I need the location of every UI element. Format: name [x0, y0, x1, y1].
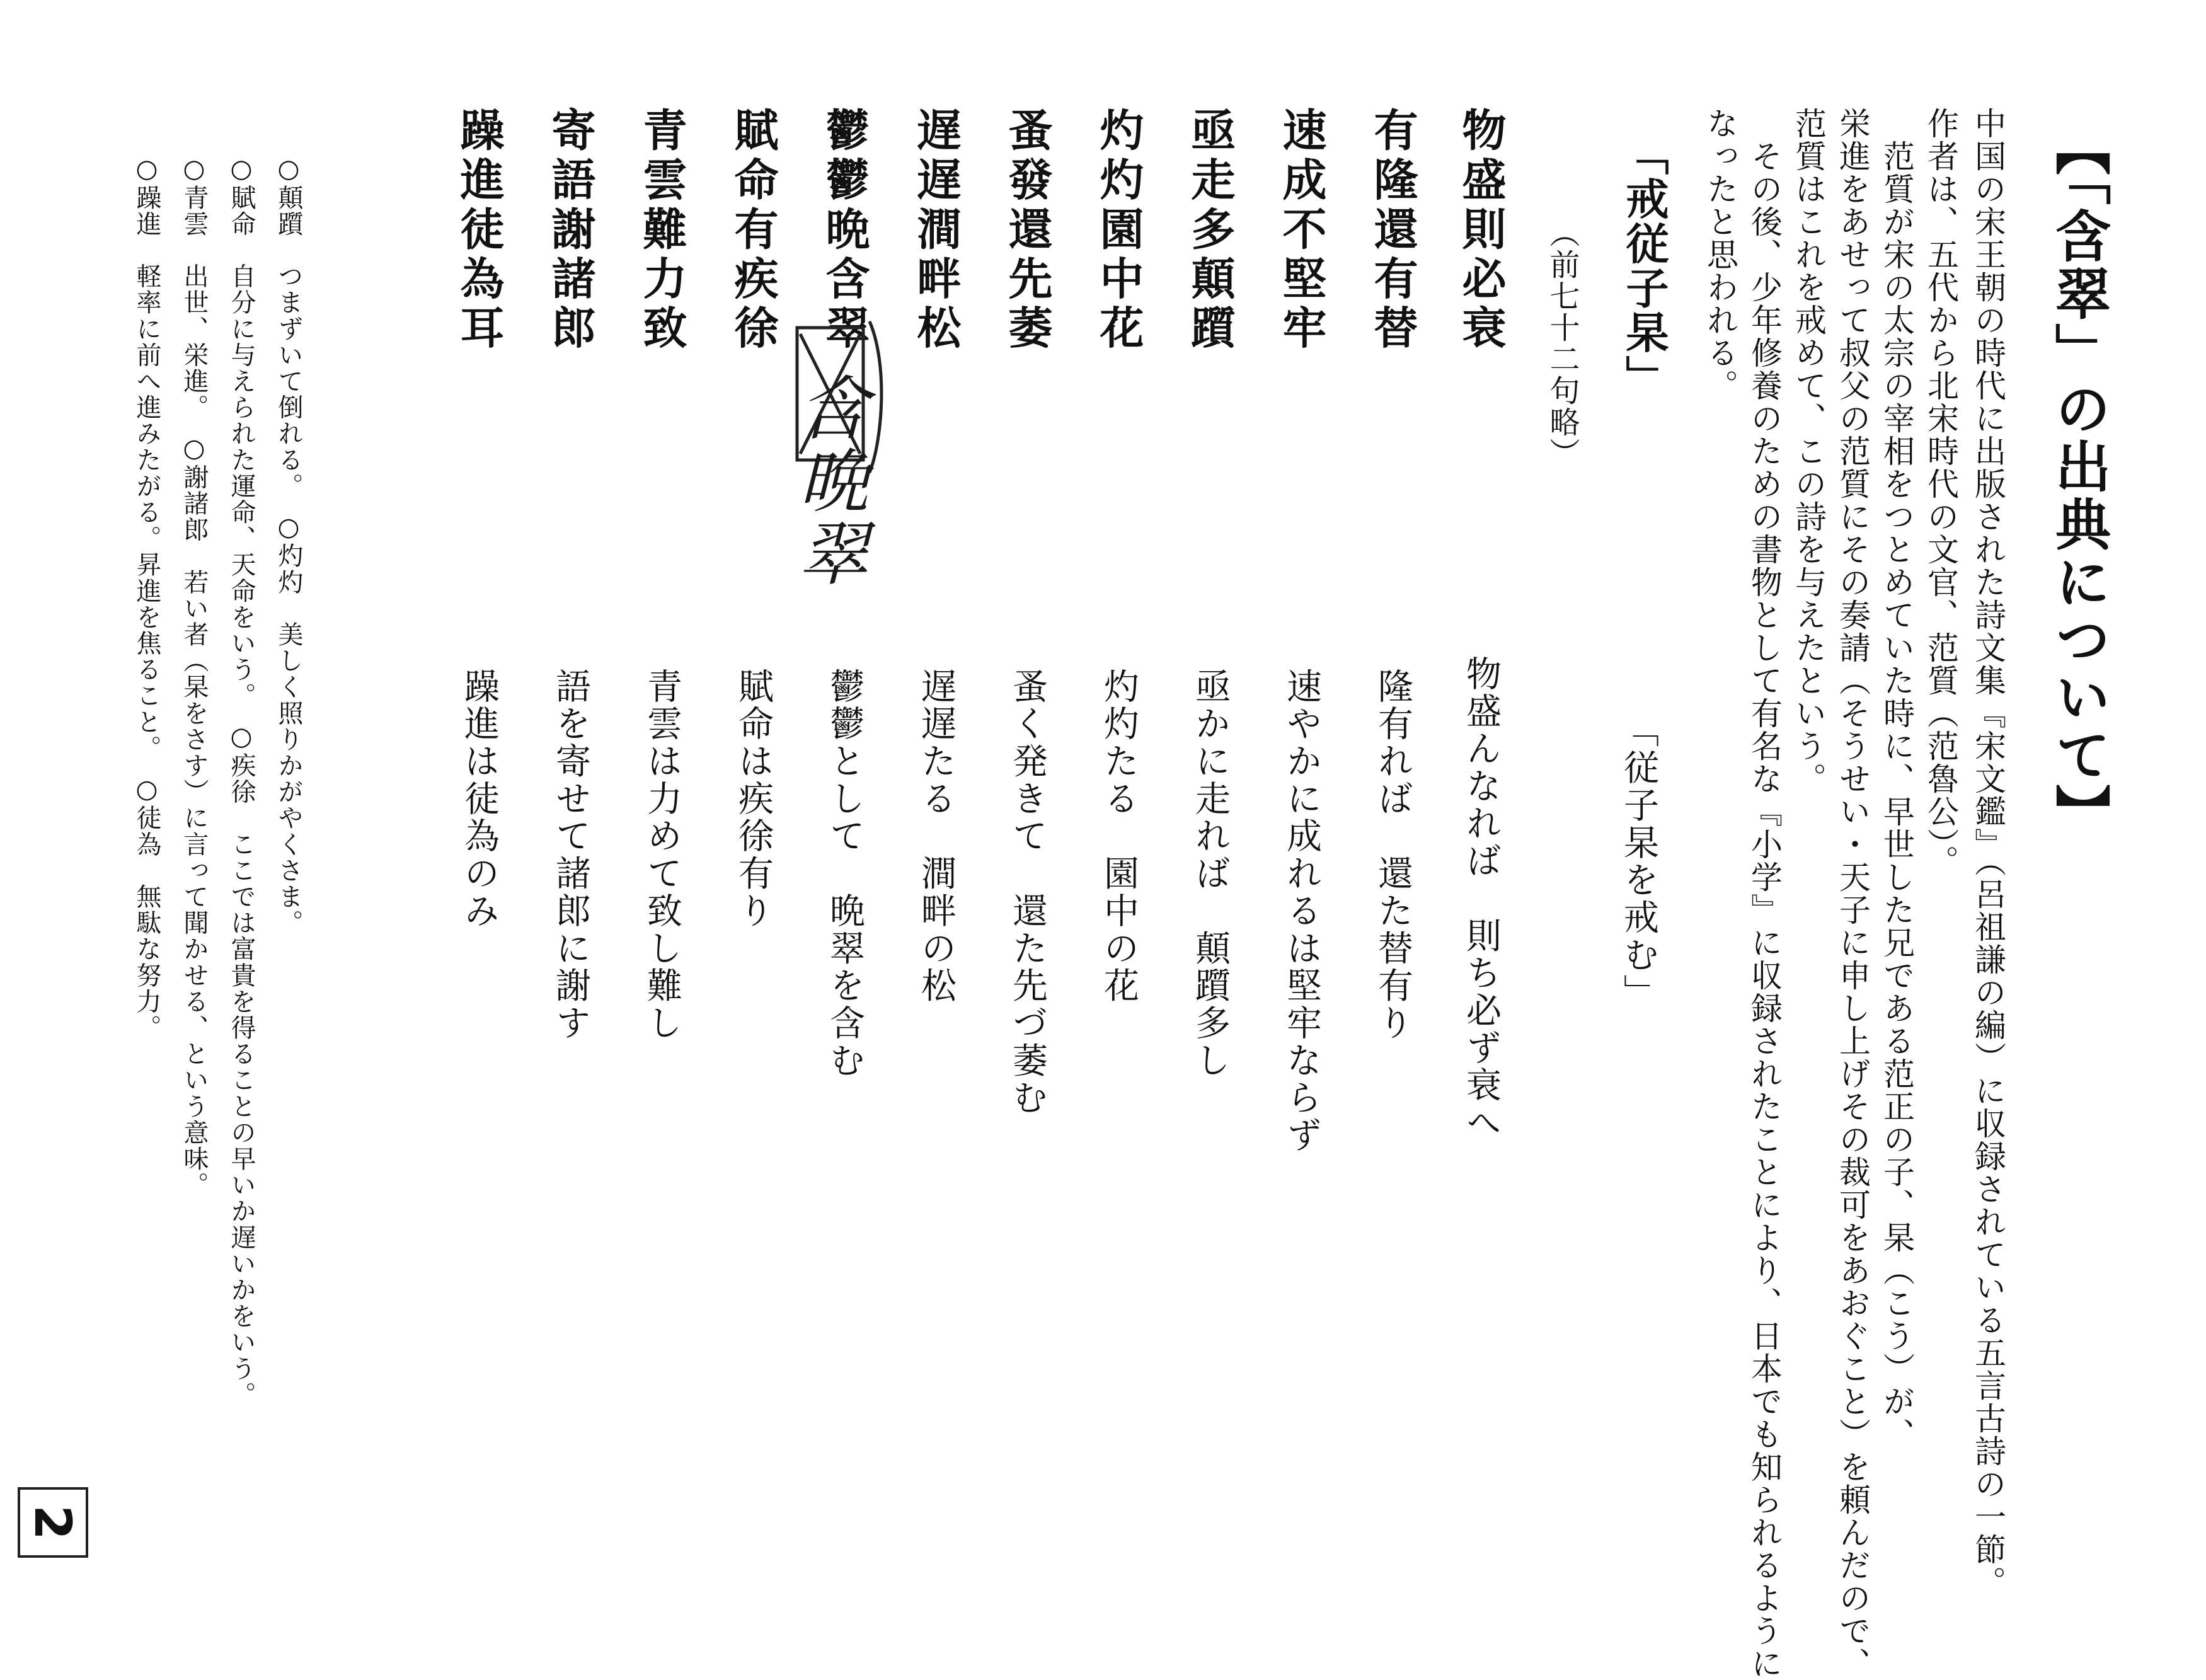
kundoku-line-6: 蚤く発きて 還た先づ萎む: [1007, 668, 1048, 1117]
intro-line-4: 栄進をあせって叔父の范質にその奏請（そうせい・天子に申し上げその裁可をあおぐこと）を頼んだので、: [1834, 107, 1871, 1680]
page-number: 2: [18, 1487, 88, 1558]
kanbun-line-12: 躁進徒為耳: [453, 107, 505, 354]
kanbun-line-4: 亟走多顛躓: [1184, 107, 1236, 354]
kanbun-line-1: 物盛則必衰: [1455, 107, 1507, 354]
intro-line-5: 范質はこれを戒めて、この詩を与えたという。: [1790, 107, 1827, 795]
handwritten-correction: 含晩翠: [788, 372, 868, 590]
kundoku-line-10: 青雲は力めて致し難し: [641, 668, 682, 1042]
kanbun-line-6: 蚤發還先萎: [1001, 107, 1053, 354]
note-line-4: ○躁進 軽率に前へ進みたがる。昇進を焦ること。 ○徒為 無駄な努力。: [132, 154, 161, 1041]
kundoku-line-8: 鬱鬱として 晩翠を含む: [824, 668, 865, 1079]
note-line-1: ○顛躓 つまずいて倒れる。 ○灼灼 美しく照りかがやくさま。: [274, 154, 303, 936]
intro-line-1: 中国の宋王朝の時代に出版された詩文集『宋文鑑』（呂祖謙の編）に収録されている五言古詩の一節。: [1970, 107, 2006, 1599]
kundoku-line-9: 賦命は疾徐有り: [733, 668, 774, 930]
kanbun-line-3: 速成不堅牢: [1275, 107, 1327, 354]
kundoku-line-11: 語を寄せて諸郎に謝す: [550, 668, 591, 1042]
kundoku-line-4: 亟かに走れば 顛躓多し: [1190, 668, 1231, 1079]
kanbun-line-8: 鬱鬱晩含翠: [819, 107, 870, 354]
kanbun-line-11: 寄語謝諸郎: [544, 107, 596, 354]
kanbun-line-9: 賦命有疾徐: [727, 107, 779, 354]
note-line-2: ○賦命 自分に与えられた運命、天命をいう。 ○疾徐 ここでは富貴を得ることの早いか遅いかをいう。: [227, 154, 256, 1408]
intro-line-7: なったと思われる。: [1702, 107, 1738, 402]
intro-line-2: 作者は、五代から北宋時代の文官、范質（范魯公）。: [1922, 107, 1959, 878]
kundoku-line-7: 遅遅たる 澗畔の松: [916, 668, 957, 1005]
kanbun-line-7: 遅遅澗畔松: [910, 107, 962, 354]
kanbun-line-5: 灼灼園中花: [1093, 107, 1144, 354]
poem-title-note: （前七十二句略）: [1544, 217, 1580, 469]
kundoku-line-1: 物盛んなれば 則ち必ず衰へ: [1461, 655, 1502, 1142]
intro-line-3: 范質が宋の太宗の宰相をつとめていた時に、早世した兄である范正の子、杲（こう）が、: [1878, 107, 1915, 1451]
kanbun-line-2: 有隆還有替: [1367, 107, 1418, 354]
kanbun-line-10: 青雲難力致: [636, 107, 687, 354]
poem-title-kanbun: 「戒従子杲」: [1619, 132, 1669, 400]
kundoku-line-12: 躁進は徒為のみ: [459, 668, 500, 930]
poem-title-kundoku: 「従子杲を戒む」: [1618, 712, 1659, 1011]
kundoku-line-3: 速やかに成れるは堅牢ならず: [1281, 668, 1322, 1154]
kundoku-line-2: 隆有れば 還た替有り: [1372, 668, 1413, 1042]
kundoku-line-5: 灼灼たる 園中の花: [1098, 668, 1139, 1005]
intro-line-6: その後、少年修養のための書物として有名な『小学』に収録されたことにより、日本でも知られるように: [1746, 107, 1783, 1680]
note-line-3: ○青雲 出世、栄進。 ○謝諸郎 若い者（杲をさす）に言って聞かせる、という意味。: [180, 154, 209, 1198]
page-title: 【「含翠」の出典について】: [2047, 120, 2111, 842]
